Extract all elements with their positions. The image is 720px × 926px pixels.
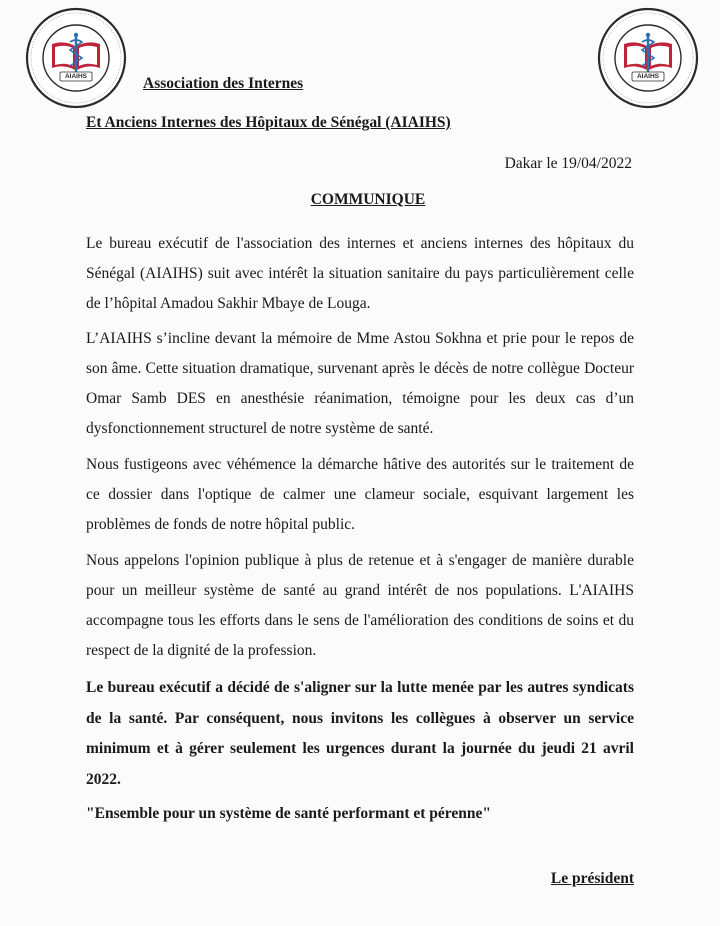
logo-acronym-left: AIAIHS <box>64 73 88 80</box>
organization-name-line1: Association des Internes <box>143 75 304 92</box>
paragraph-condolences: L’AIAIHS s’incline devant la mémoire de Mme Astou Sokhna et prie pour le repos de son âme. Cette situation dramatique, survenant après le décès de notre collègue Docteur Omar Samb DES en anesthésie réanimation, témoigne pour les deux cas d’un dysfonctionnement structurel de notre système de santé. <box>86 330 634 437</box>
signature-president: Le président <box>550 870 634 887</box>
paragraph-intro: Le bureau exécutif de l'association des internes et anciens internes des hôpitaux du Sénégal (AIAIHS) suit avec intérêt la situation sanitaire du pays particulièrement celle de l’hôpital Amadou Sakhir Mbaye de Louga. <box>86 235 634 312</box>
paragraph-appeal: Nous appelons l'opinion publique à plus de retenue et à s'engager de manière durable pour un meilleur système de santé au grand intérêt de nos populations. L'AIAIHS accompagne tous les efforts dans le sens de l'amélioration des conditions de soins et du respect de la dignité de la profession. <box>86 552 634 659</box>
association-logo-right <box>596 6 700 110</box>
organization-name-line2: Et Anciens Internes des Hôpitaux de Sénégal (AIAIHS) <box>86 114 451 131</box>
document-date: Dakar le 19/04/2022 <box>504 155 632 172</box>
paragraph-slogan: "Ensemble pour un système de santé performant et pérenne" <box>86 805 491 822</box>
association-logo-left <box>24 6 128 110</box>
paragraph-criticism: Nous fustigeons avec véhémence la démarche hâtive des autorités sur le traitement de ce dossier dans l'optique de calmer une clameur sociale, esquivant largement les problèmes de fonds de notre hôpital public. <box>86 456 634 533</box>
logo-acronym-right: AIAIHS <box>636 73 660 80</box>
paragraph-strike-notice: Le bureau exécutif a décidé de s'aligner sur la lutte menée par les autres syndicats de la santé. Par conséquent, nous invitons les collègues à observer un service minimum et à gérer seulement les urgences durant la journée du jeudi 21 avril 2022. <box>86 679 634 788</box>
document-title: COMMUNIQUE <box>310 191 426 208</box>
aiaihs-seal-icon <box>596 6 700 110</box>
aiaihs-seal-icon <box>24 6 128 110</box>
